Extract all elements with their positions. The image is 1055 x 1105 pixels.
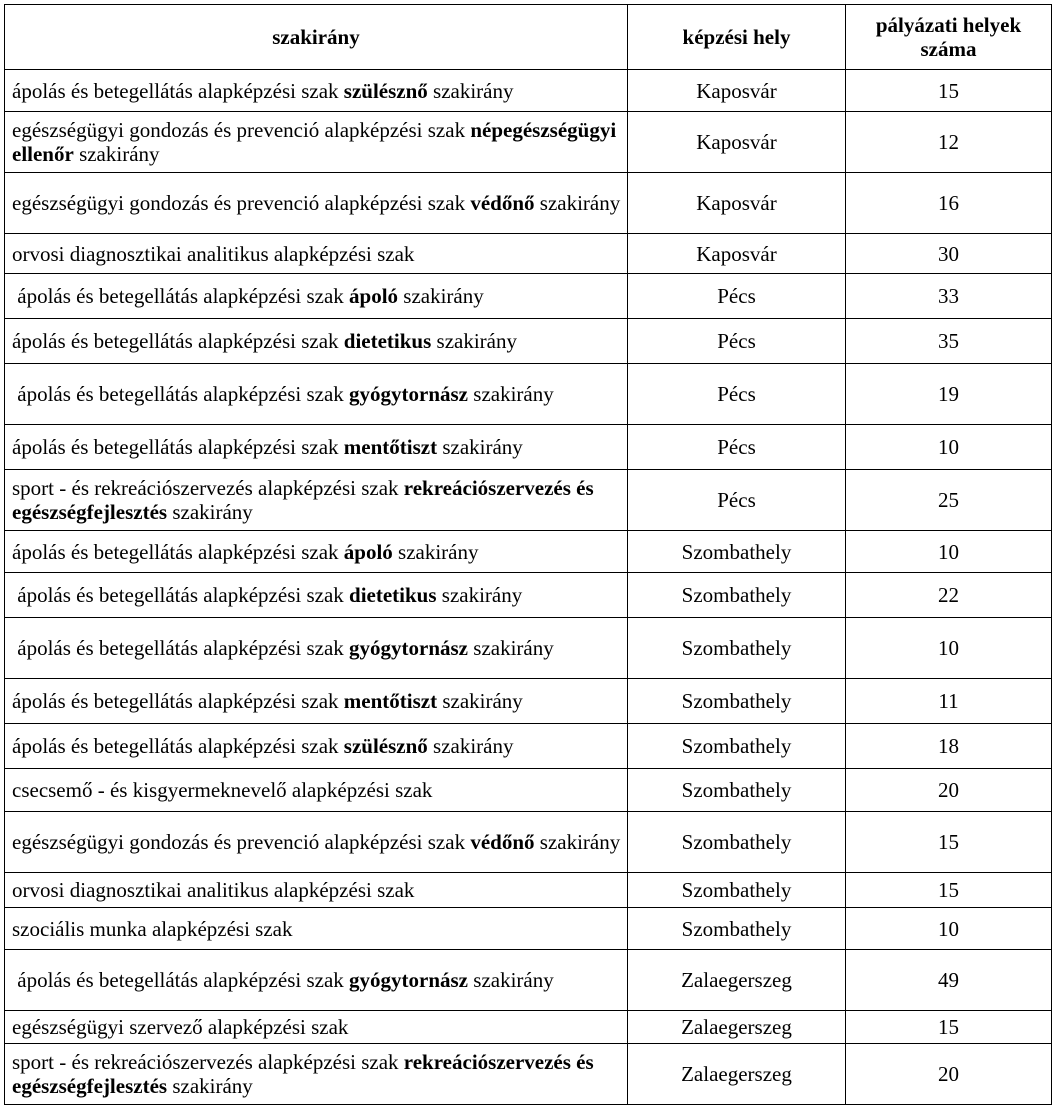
header-kepzesi-hely: képzési hely (628, 5, 846, 70)
szak-text: szociális munka alapképzési szak (12, 916, 293, 941)
kepzesi-hely-cell: Pécs (628, 425, 846, 470)
palyazati-helyek-cell: 49 (846, 950, 1052, 1011)
palyazati-helyek-cell: 15 (846, 873, 1052, 908)
szakirany-suffix: szakirány (392, 539, 479, 564)
palyazati-helyek-cell: 15 (846, 1011, 1052, 1044)
szakirany-name: dietetikus (343, 329, 432, 353)
kepzesi-hely-cell: Szombathely (628, 769, 846, 812)
szakirany-suffix: szakirány (437, 435, 523, 459)
szakirany-name: ápoló (349, 284, 399, 308)
szakirany-suffix: szakirány (73, 142, 160, 166)
palyazati-helyek-cell: 11 (846, 679, 1052, 724)
palyazati-helyek-cell: 10 (846, 908, 1052, 950)
palyazati-helyek-cell: 22 (846, 573, 1052, 618)
palyazati-helyek-cell: 10 (846, 531, 1052, 573)
szakirany-suffix: szakirány (468, 968, 554, 992)
szakirany-cell (5, 812, 628, 873)
palyazati-helyek-cell: 33 (846, 274, 1052, 319)
szak-text: ápolás és betegellátás alapképzési szak (12, 78, 344, 103)
szakirany-cell (5, 112, 628, 173)
szakirany-cell (5, 618, 628, 679)
szakirany-suffix: szakirány (431, 329, 517, 353)
palyazati-helyek-cell: 35 (846, 319, 1052, 364)
kepzesi-hely-cell: Kaposvár (628, 234, 846, 274)
kepzesi-hely-cell: Szombathely (628, 618, 846, 679)
szakirany-cell (5, 1011, 628, 1044)
palyazati-helyek-cell: 18 (846, 724, 1052, 769)
kepzesi-hely-cell: Szombathely (628, 679, 846, 724)
table-row (5, 812, 1052, 873)
palyazati-helyek-cell: 15 (846, 812, 1052, 873)
header-palyazati-line1: pályázati helyek (875, 13, 1022, 37)
szakirany-cell (5, 274, 628, 319)
szakirany-suffix: szakirány (167, 1074, 253, 1098)
szakirany-cell (5, 425, 628, 470)
table-row (5, 950, 1052, 1011)
palyazati-helyek-cell: 20 (846, 1044, 1052, 1105)
table-row (5, 724, 1052, 769)
szak-text: ápolás és betegellátás alapképzési szak (12, 539, 344, 564)
palyazati-helyek-cell: 20 (846, 769, 1052, 812)
palyazati-helyek-cell: 12 (846, 112, 1052, 173)
szak-text: ápolás és betegellátás alapképzési szak (12, 968, 350, 992)
szakirany-cell (5, 873, 628, 908)
admissions-table (4, 4, 1052, 1105)
table-row (5, 112, 1052, 173)
szakirany-name: szülésznő (343, 78, 428, 103)
szak-text: ápolás és betegellátás alapképzési szak (12, 382, 350, 406)
szakirany-suffix: szakirány (427, 78, 514, 103)
szakirany-suffix: szakirány (437, 689, 523, 713)
szakirany-name: gyógytornász (349, 968, 469, 992)
szakirany-suffix: szakirány (534, 191, 621, 215)
kepzesi-hely-cell: Zalaegerszeg (628, 1011, 846, 1044)
table-row (5, 364, 1052, 425)
kepzesi-hely-cell: Zalaegerszeg (628, 950, 846, 1011)
kepzesi-hely-cell: Pécs (628, 470, 846, 531)
szakirany-cell (5, 470, 628, 531)
szakirany-cell (5, 319, 628, 364)
table-body (5, 70, 1052, 1105)
kepzesi-hely-cell: Szombathely (628, 724, 846, 769)
table-row (5, 769, 1052, 812)
szakirany-suffix: szakirány (436, 583, 523, 607)
kepzesi-hely-cell: Kaposvár (628, 173, 846, 234)
szak-text: egészségügyi szervező alapképzési szak (12, 1015, 349, 1039)
kepzesi-hely-cell: Szombathely (628, 812, 846, 873)
table-row (5, 531, 1052, 573)
szakirany-cell (5, 950, 628, 1011)
kepzesi-hely-cell: Zalaegerszeg (628, 1044, 846, 1105)
szak-text: egészségügyi gondozás és prevenció alapképzési szak (12, 118, 471, 142)
kepzesi-hely-cell: Szombathely (628, 908, 846, 950)
kepzesi-hely-cell: Pécs (628, 319, 846, 364)
szakirany-name: ápoló (343, 539, 393, 564)
szakirany-cell (5, 173, 628, 234)
header-palyazati-line2: száma (920, 37, 977, 61)
szakirany-name: gyógytornász (349, 636, 469, 660)
szakirany-cell (5, 724, 628, 769)
szakirany-name: mentőtiszt (343, 689, 438, 713)
kepzesi-hely-cell: Pécs (628, 364, 846, 425)
szak-text: sport - és rekreációszervezés alapképzési szak (12, 476, 404, 500)
szak-text: ápolás és betegellátás alapképzési szak (12, 583, 350, 607)
table-row (5, 173, 1052, 234)
table-row (5, 618, 1052, 679)
szakirany-cell (5, 769, 628, 812)
szak-text: egészségügyi gondozás és prevenció alapképzési szak (12, 191, 471, 215)
palyazati-helyek-cell: 10 (846, 618, 1052, 679)
table-row (5, 234, 1052, 274)
table-row (5, 1011, 1052, 1044)
szakirany-name: népegészségügyi ellenőr (12, 118, 617, 166)
szakirany-name: védőnő (470, 191, 535, 215)
szak-text: orvosi diagnosztikai analitikus alapképzési szak (12, 878, 415, 902)
palyazati-helyek-cell: 30 (846, 234, 1052, 274)
kepzesi-hely-cell: Szombathely (628, 531, 846, 573)
szak-text: orvosi diagnosztikai analitikus alapképzési szak (12, 241, 415, 266)
szak-text: ápolás és betegellátás alapképzési szak (12, 329, 344, 353)
szakirany-cell (5, 531, 628, 573)
szakirany-suffix: szakirány (398, 284, 484, 308)
palyazati-helyek-cell: 25 (846, 470, 1052, 531)
szakirany-cell (5, 1044, 628, 1105)
szakirany-name: dietetikus (349, 583, 437, 607)
table-row (5, 873, 1052, 908)
header-row (5, 5, 1052, 70)
szak-text: egészségügyi gondozás és prevenció alapképzési szak (12, 830, 471, 854)
szak-text: ápolás és betegellátás alapképzési szak (12, 689, 344, 713)
szakirany-cell (5, 364, 628, 425)
szakirany-cell (5, 908, 628, 950)
szakirany-name: rekreációszervezés és egészségfejlesztés (12, 476, 594, 524)
szakirany-cell (5, 679, 628, 724)
table-row (5, 70, 1052, 112)
kepzesi-hely-cell: Szombathely (628, 573, 846, 618)
kepzesi-hely-cell: Kaposvár (628, 70, 846, 112)
table-row (5, 319, 1052, 364)
szakirany-name: védőnő (470, 830, 535, 854)
kepzesi-hely-cell: Szombathely (628, 873, 846, 908)
szak-text: ápolás és betegellátás alapképzési szak (12, 734, 344, 758)
header-palyazati-helyek (846, 5, 1052, 70)
kepzesi-hely-cell: Pécs (628, 274, 846, 319)
szakirany-suffix: szakirány (468, 636, 554, 660)
szak-text: ápolás és betegellátás alapképzési szak (12, 284, 350, 308)
header-szakirany: szakirány (5, 5, 628, 70)
table-row (5, 908, 1052, 950)
szakirany-name: rekreációszervezés és egészségfejlesztés (12, 1050, 594, 1098)
szakirany-cell (5, 70, 628, 112)
szakirany-name: gyógytornász (349, 382, 469, 406)
szak-text: ápolás és betegellátás alapképzési szak (12, 636, 350, 660)
palyazati-helyek-cell: 19 (846, 364, 1052, 425)
table-row (5, 274, 1052, 319)
szakirany-suffix: szakirány (167, 500, 253, 524)
palyazati-helyek-cell: 15 (846, 70, 1052, 112)
szak-text: ápolás és betegellátás alapképzési szak (12, 435, 344, 459)
szakirany-suffix: szakirány (468, 382, 554, 406)
szakirany-name: szülésznő (343, 734, 428, 758)
szakirany-name: mentőtiszt (343, 435, 438, 459)
szakirany-cell (5, 573, 628, 618)
szakirany-suffix: szakirány (427, 734, 514, 758)
szak-text: csecsemő - és kisgyermeknevelő alapképzési szak (12, 778, 433, 802)
table-row (5, 679, 1052, 724)
palyazati-helyek-cell: 16 (846, 173, 1052, 234)
kepzesi-hely-cell: Kaposvár (628, 112, 846, 173)
palyazati-helyek-cell: 10 (846, 425, 1052, 470)
szakirany-suffix: szakirány (534, 830, 621, 854)
table-row (5, 573, 1052, 618)
table-row (5, 1044, 1052, 1105)
szakirany-cell (5, 234, 628, 274)
table-row (5, 470, 1052, 531)
szak-text: sport - és rekreációszervezés alapképzési szak (12, 1050, 404, 1074)
table-row (5, 425, 1052, 470)
